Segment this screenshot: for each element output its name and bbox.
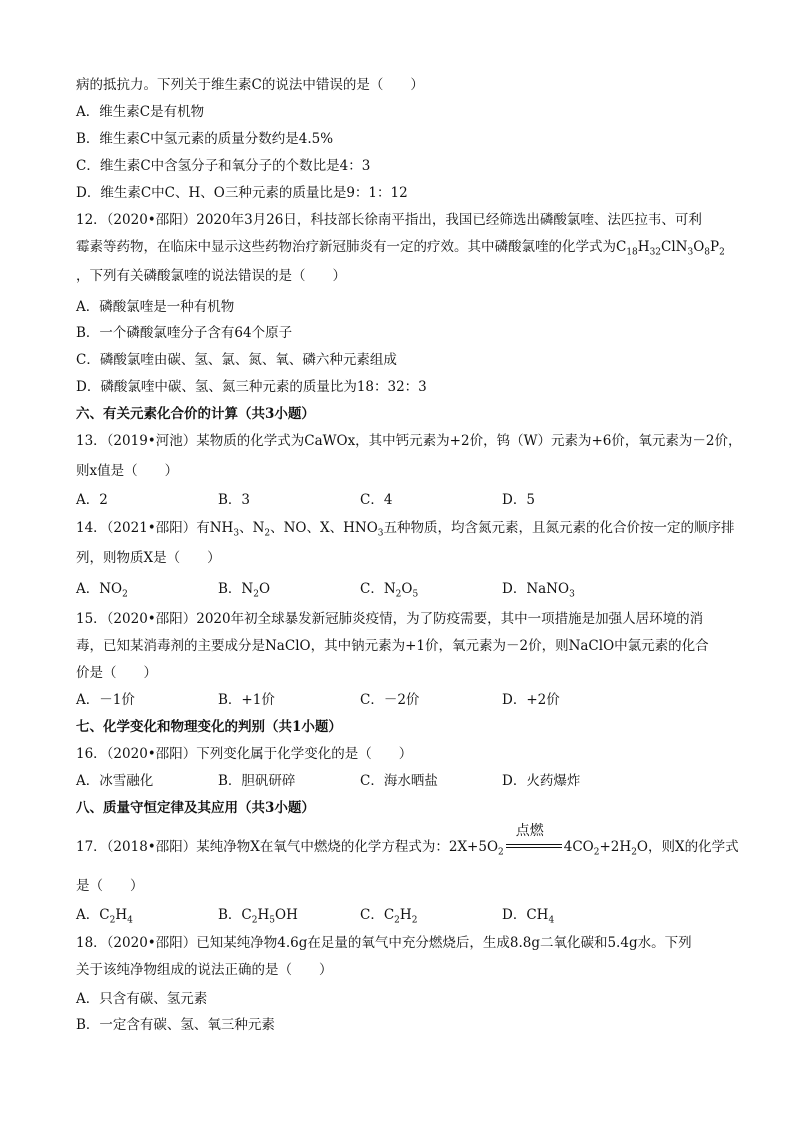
text-line: 病的抵抗力。下列关于维生素C的说法中错误的是（ ） (76, 77, 424, 93)
option-c: C．海水晒盐 (360, 773, 438, 789)
text: D．CH (502, 907, 549, 923)
option-b: B．3 (218, 492, 251, 508)
option-a: A．－1价 (76, 692, 135, 708)
text: C．N (360, 581, 396, 597)
option-b (218, 580, 360, 598)
text: 五种物质，均含氮元素，且氮元素的化合价按一定的顺序排 (383, 520, 735, 536)
option-c: C．维生素C中含氢分子和氧分子的个数比是4：3 (76, 158, 371, 174)
question-17-line-1 (76, 823, 739, 858)
equation-line-bottom (506, 847, 562, 848)
question-15-line-1: 15．（2020•邵阳）2020年初全球暴发新冠肺炎疫情，为了防疫需要，其中一项措施是加强人居环境的消 (76, 611, 704, 627)
subscript: 2 (593, 847, 600, 858)
question-14-line-1 (76, 519, 735, 537)
text: 17．（2018•邵阳）某纯净物X在氧气中燃烧的化学方程式为：2X+5O (76, 839, 499, 855)
subscript: 2 (411, 915, 418, 926)
text: 霉素等药物，在临床中显示这些药物治疗新冠肺炎有一定的疗效。其中磷酸氯喹的化学式为C (76, 239, 627, 255)
text: 、N (239, 520, 265, 536)
option-c: C．磷酸氯喹由碳、氢、氯、氮、氧、磷六种元素组成 (76, 352, 397, 368)
text: D．NaNO (502, 581, 570, 597)
subscript: 32 (649, 247, 662, 258)
subscript: 2 (395, 589, 402, 600)
option-c: C．－2价 (360, 692, 420, 708)
subscript: 2 (394, 915, 400, 926)
question-17-line-2: 是（ ） (76, 878, 144, 894)
text: P (710, 239, 720, 255)
section-heading: 七、化学变化和物理变化的判别（共1小题） (76, 719, 342, 735)
text: C．C (360, 907, 395, 923)
subscript: 8 (704, 247, 711, 258)
reaction-arrow (504, 823, 564, 856)
text: ClN (661, 239, 688, 255)
option-c (360, 580, 502, 598)
question-16: 16．（2020•邵阳）下列变化属于化学变化的是（ ） (76, 746, 413, 762)
option-a: A．维生素C是有机物 (76, 104, 205, 120)
subscript: 2 (122, 589, 128, 600)
subscript: 4 (127, 915, 133, 926)
options-row (76, 906, 716, 924)
text: O (401, 581, 413, 597)
section-heading: 八、质量守恒定律及其应用（共3小题） (76, 800, 315, 816)
option-d (502, 906, 644, 924)
option-b: B．维生素C中氢元素的质量分数约是4.5% (76, 131, 334, 147)
text: O，则X的化学式 (636, 839, 739, 855)
question-15-line-2: 毒，已知某消毒剂的主要成分是NaClO，其中钠元素为+1价，氧元素为－2价，则NaClO中氯元素的化合 (76, 638, 709, 654)
option-d: D．+2价 (502, 692, 560, 708)
option-b: B．胆矾研碎 (218, 773, 296, 789)
options-row (76, 580, 716, 598)
subscript: 2 (719, 247, 725, 258)
subscript: 3 (569, 589, 575, 600)
text: H (115, 907, 128, 923)
subscript: 4 (548, 915, 555, 926)
text: O (693, 239, 705, 255)
subscript: 3 (377, 528, 384, 539)
subscript: 5 (269, 915, 275, 926)
option-a: A．只含有碳、氢元素 (76, 991, 208, 1007)
section-heading: 六、有关元素化合价的计算（共3小题） (76, 406, 315, 422)
option-b: B．+1价 (218, 692, 275, 708)
text: 4CO (563, 839, 594, 855)
subscript: 3 (233, 528, 240, 539)
option-b: B．一个磷酸氯喹分子含有64个原子 (76, 325, 293, 341)
option-a: A．磷酸氯喹是一种有机物 (76, 299, 235, 315)
question-18-line-1: 18．（2020•邵阳）已知某纯净物4.6g在足量的氧气中充分燃烧后，生成8.8g二氧化碳和5.4g水。下列 (76, 935, 692, 951)
question-12-line-3: ，下列有关磷酸氯喹的说法错误的是（ ） (76, 268, 346, 284)
text: H (257, 907, 270, 923)
question-15-line-3: 价是（ ） (76, 665, 157, 681)
option-b (218, 906, 360, 924)
subscript: 2 (253, 589, 259, 600)
option-d: D．磷酸氯喹中碳、氢、氮三种元素的质量比为18：32：3 (76, 379, 427, 395)
subscript: 18 (626, 247, 638, 258)
text: B．C (218, 907, 252, 923)
text: OH (275, 907, 298, 923)
option-d: D．5 (502, 492, 535, 508)
option-d: D．维生素C中C、H、O三种元素的质量比是9：1：12 (76, 185, 408, 201)
text: A．NO (76, 581, 123, 597)
option-d (502, 580, 644, 598)
text: +2H (599, 839, 632, 855)
subscript: 2 (264, 528, 271, 539)
subscript: 2 (251, 915, 258, 926)
text: H (399, 907, 412, 923)
text: O (258, 581, 271, 597)
option-a: A．2 (76, 492, 108, 508)
options-row (76, 772, 716, 790)
subscript: 2 (631, 847, 637, 858)
option-c (360, 906, 502, 924)
option-b: B．一定含有碳、氢、氧三种元素 (76, 1017, 275, 1033)
question-12-line-2 (76, 238, 725, 256)
subscript: 2 (498, 847, 504, 858)
question-14-line-2: 列，则物质X是（ ） (76, 550, 221, 566)
reaction-condition: 点燃 (515, 823, 544, 839)
question-13-line-1: 13．（2019•河池）某物质的化学式为CaWOx，其中钙元素为+2价，钨（W）元素为+6价，氧元素为－2价， (76, 433, 742, 449)
options-row (76, 691, 716, 709)
subscript: 3 (687, 247, 694, 258)
option-d: D．火药爆炸 (502, 773, 581, 789)
subscript: 2 (109, 915, 116, 926)
options-row (76, 491, 716, 509)
option-a (76, 906, 218, 924)
question-12-line-1: 12．（2020•邵阳）2020年3月26日，科技部长徐南平指出，我国已经筛选出磷酸氯喹、法匹拉韦、可利 (76, 212, 702, 228)
text: 14．（2021•邵阳）有NH (76, 520, 234, 536)
text: H (637, 239, 650, 255)
text: A．C (76, 907, 110, 923)
subscript: 5 (412, 589, 419, 600)
text: B．N (218, 581, 254, 597)
option-a (76, 580, 218, 598)
option-c: C．4 (360, 492, 393, 508)
question-13-line-2: 则x值是（ ） (76, 463, 179, 479)
option-a: A．冰雪融化 (76, 773, 154, 789)
question-18-line-2: 关于该纯净物组成的说法正确的是（ ） (76, 962, 333, 978)
text: 、NO、X、HNO (270, 520, 378, 536)
equation-line-top (506, 844, 562, 845)
